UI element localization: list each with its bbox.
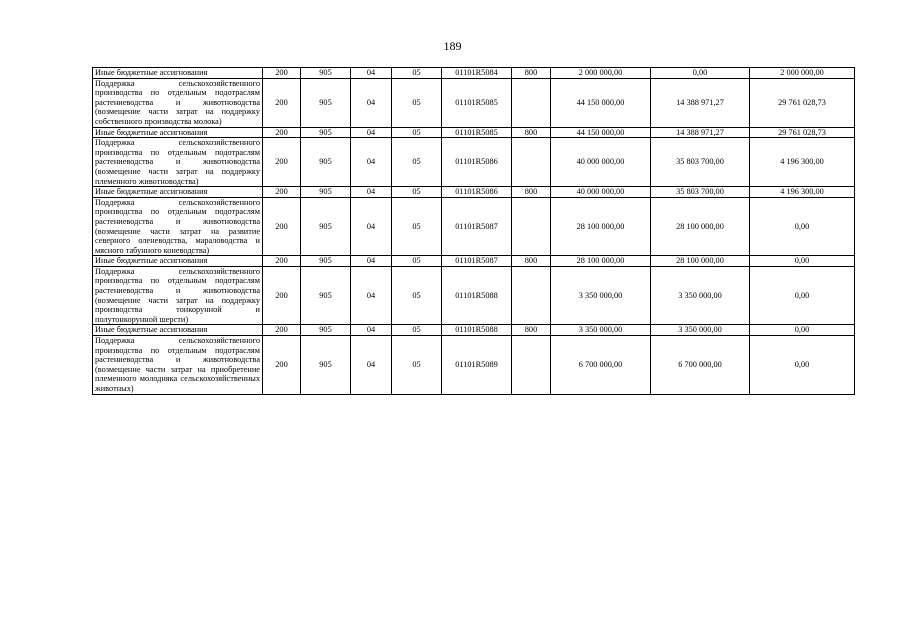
table-row [93, 197, 855, 256]
cell-subsection: 05 [392, 256, 442, 267]
cell-grbs: 200 [263, 127, 301, 138]
table-row [93, 138, 855, 187]
cell-subsection: 05 [392, 138, 442, 187]
cell-ved: 905 [301, 266, 351, 325]
cell-expense-type [512, 197, 551, 256]
cell-expense-type: 800 [512, 68, 551, 79]
cell-grbs: 200 [263, 187, 301, 198]
cell-amount-change: 3 350 000,00 [651, 325, 750, 336]
cell-target-article: 01101R5086 [442, 138, 512, 187]
table-row [93, 68, 855, 79]
cell-amount-approved: 44 150 000,00 [551, 127, 651, 138]
cell-expense-type [512, 78, 551, 127]
cell-ved: 905 [301, 187, 351, 198]
cell-target-article: 01101R5085 [442, 127, 512, 138]
cell-name: Иные бюджетные ассигнования [93, 325, 263, 336]
cell-section: 04 [351, 325, 392, 336]
cell-ved: 905 [301, 127, 351, 138]
cell-amount-change: 3 350 000,00 [651, 266, 750, 325]
cell-section: 04 [351, 68, 392, 79]
cell-grbs: 200 [263, 78, 301, 127]
cell-section: 04 [351, 187, 392, 198]
cell-subsection: 05 [392, 266, 442, 325]
cell-target-article: 01101R5088 [442, 325, 512, 336]
cell-amount-change: 6 700 000,00 [651, 336, 750, 395]
cell-target-article: 01101R5084 [442, 68, 512, 79]
cell-subsection: 05 [392, 197, 442, 256]
cell-amount-change: 14 388 971,27 [651, 78, 750, 127]
cell-grbs: 200 [263, 266, 301, 325]
cell-name: Поддержка сельскохозяйственного производства по отдельным подотраслям растениеводства и животноводства (возмещение части затрат на поддержку племенного животноводства) [93, 138, 263, 187]
cell-ved: 905 [301, 256, 351, 267]
table-row [93, 325, 855, 336]
cell-target-article: 01101R5087 [442, 197, 512, 256]
cell-section: 04 [351, 197, 392, 256]
cell-amount-approved: 40 000 000,00 [551, 187, 651, 198]
cell-target-article: 01101R5087 [442, 256, 512, 267]
cell-name: Иные бюджетные ассигнования [93, 68, 263, 79]
cell-expense-type: 800 [512, 187, 551, 198]
cell-grbs: 200 [263, 256, 301, 267]
cell-subsection: 05 [392, 187, 442, 198]
cell-name: Иные бюджетные ассигнования [93, 187, 263, 198]
table-row [93, 127, 855, 138]
cell-subsection: 05 [392, 78, 442, 127]
cell-target-article: 01101R5088 [442, 266, 512, 325]
cell-subsection: 05 [392, 336, 442, 395]
table-row [93, 187, 855, 198]
table-row [93, 266, 855, 325]
cell-amount-approved: 44 150 000,00 [551, 78, 651, 127]
cell-expense-type: 800 [512, 325, 551, 336]
cell-subsection: 05 [392, 68, 442, 79]
cell-expense-type [512, 138, 551, 187]
cell-amount-total: 0,00 [750, 197, 855, 256]
cell-amount-approved: 40 000 000,00 [551, 138, 651, 187]
cell-section: 04 [351, 78, 392, 127]
cell-amount-change: 28 100 000,00 [651, 256, 750, 267]
cell-name: Поддержка сельскохозяйственного производства по отдельным подотраслям растениеводства и животноводства (возмещение части затрат на поддержку производства тонкорунной и полутонкорунной шерсти) [93, 266, 263, 325]
table-body [93, 68, 855, 395]
cell-amount-total: 0,00 [750, 256, 855, 267]
cell-subsection: 05 [392, 325, 442, 336]
cell-amount-change: 28 100 000,00 [651, 197, 750, 256]
cell-amount-approved: 6 700 000,00 [551, 336, 651, 395]
cell-expense-type [512, 266, 551, 325]
cell-amount-total: 0,00 [750, 266, 855, 325]
cell-amount-total: 2 000 000,00 [750, 68, 855, 79]
cell-target-article: 01101R5086 [442, 187, 512, 198]
cell-ved: 905 [301, 78, 351, 127]
cell-name: Поддержка сельскохозяйственного производства по отдельным подотраслям растениеводства и животноводства (возмещение части затрат на приобретение племенного молодняка сельскохозяйственных животных) [93, 336, 263, 395]
table-row [93, 78, 855, 127]
cell-expense-type: 800 [512, 256, 551, 267]
cell-name: Иные бюджетные ассигнования [93, 256, 263, 267]
cell-grbs: 200 [263, 325, 301, 336]
cell-ved: 905 [301, 138, 351, 187]
cell-ved: 905 [301, 336, 351, 395]
cell-section: 04 [351, 127, 392, 138]
cell-name: Поддержка сельскохозяйственного производства по отдельным подотраслям растениеводства и животноводства (возмещение части затрат на развитие северного оленеводства, мараловодства и мясного табунного коневодства) [93, 197, 263, 256]
cell-section: 04 [351, 336, 392, 395]
cell-section: 04 [351, 266, 392, 325]
cell-target-article: 01101R5085 [442, 78, 512, 127]
cell-ved: 905 [301, 197, 351, 256]
cell-grbs: 200 [263, 138, 301, 187]
table-row [93, 256, 855, 267]
cell-amount-approved: 3 350 000,00 [551, 266, 651, 325]
cell-amount-change: 14 388 971,27 [651, 127, 750, 138]
cell-amount-total: 29 761 028,73 [750, 78, 855, 127]
budget-table [92, 67, 855, 395]
cell-grbs: 200 [263, 336, 301, 395]
cell-expense-type: 800 [512, 127, 551, 138]
cell-subsection: 05 [392, 127, 442, 138]
cell-amount-change: 35 803 700,00 [651, 187, 750, 198]
page-number: 189 [443, 39, 462, 53]
cell-amount-approved: 28 100 000,00 [551, 197, 651, 256]
cell-section: 04 [351, 256, 392, 267]
cell-amount-total: 0,00 [750, 336, 855, 395]
cell-amount-change: 35 803 700,00 [651, 138, 750, 187]
cell-amount-change: 0,00 [651, 68, 750, 79]
cell-amount-total: 4 196 300,00 [750, 187, 855, 198]
cell-grbs: 200 [263, 197, 301, 256]
table-row [93, 336, 855, 395]
cell-section: 04 [351, 138, 392, 187]
cell-ved: 905 [301, 68, 351, 79]
cell-ved: 905 [301, 325, 351, 336]
cell-amount-approved: 2 000 000,00 [551, 68, 651, 79]
cell-target-article: 01101R5089 [442, 336, 512, 395]
cell-expense-type [512, 336, 551, 395]
cell-amount-approved: 3 350 000,00 [551, 325, 651, 336]
cell-amount-approved: 28 100 000,00 [551, 256, 651, 267]
cell-grbs: 200 [263, 68, 301, 79]
cell-name: Иные бюджетные ассигнования [93, 127, 263, 138]
cell-name: Поддержка сельскохозяйственного производства по отдельным подотраслям растениеводства и животноводства (возмещение части затрат на поддержку собственного производства молока) [93, 78, 263, 127]
cell-amount-total: 4 196 300,00 [750, 138, 855, 187]
cell-amount-total: 29 761 028,73 [750, 127, 855, 138]
cell-amount-total: 0,00 [750, 325, 855, 336]
